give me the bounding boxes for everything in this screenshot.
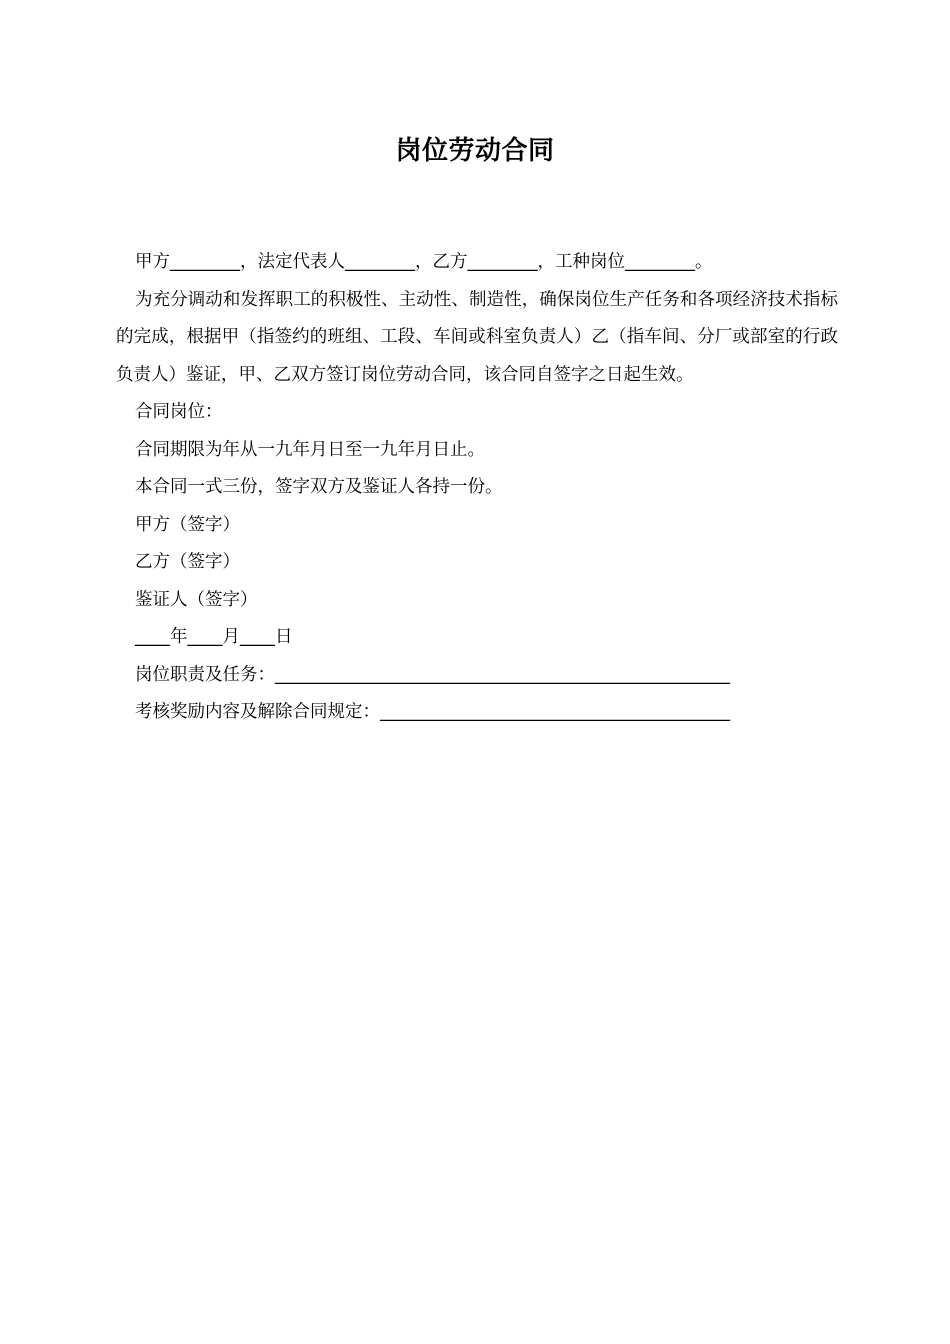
date-line: ____年____月____日 xyxy=(135,627,293,647)
contract-term-line: 合同期限为年从一九年月日至一九年月日止。 xyxy=(135,439,485,460)
party-b-signature-line: 乙方（签字） xyxy=(135,552,240,572)
duties-line: 岗位职责及任务：____________________________________________________ xyxy=(135,664,730,685)
assessment-line: 考核奖励内容及解除合同规定：________________________________________ xyxy=(135,702,730,722)
parties-line: 甲方________，法定代表人________，乙方________，工种岗位________。 xyxy=(135,252,713,272)
party-a-signature-line: 甲方（签字） xyxy=(135,514,240,535)
contract-position-line: 合同岗位： xyxy=(135,402,223,422)
purpose-paragraph: 为充分调动和发挥职工的积极性、主动性、制造性，确保岗位生产任务和各项经济技术指标的完成，根据甲（指签约的班组、工段、车间或科室负责人）乙（指车间、分厂或部室的行政负责人）鉴证，甲、乙双方签订岗位劳动合同，该合同自签字之日起生效。 xyxy=(116,289,838,385)
copies-line: 本合同一式三份，签字双方及鉴证人各持一份。 xyxy=(135,477,503,497)
document-title: 岗位劳动合同 xyxy=(395,136,555,166)
witness-signature-line: 鉴证人（签字） xyxy=(135,589,258,610)
document-body xyxy=(116,244,838,732)
